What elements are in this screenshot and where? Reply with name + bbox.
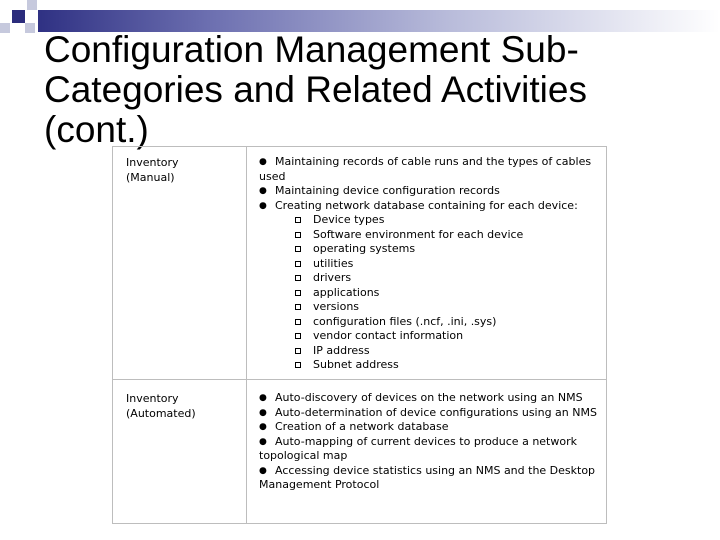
square-bullet-icon xyxy=(295,304,301,310)
square-bullet-icon xyxy=(295,261,301,267)
list-item: ● Accessing device statistics using an NMS and the Desktop xyxy=(259,463,596,477)
sub-list-item: versions xyxy=(259,300,604,315)
sub-list-item: applications xyxy=(259,286,604,301)
bullet-icon: ● xyxy=(259,407,267,418)
sub-list-item: vendor contact information xyxy=(259,329,604,344)
square-bullet-icon xyxy=(295,290,301,296)
list-item: ● Maintaining records of cable runs and the types of cables xyxy=(259,155,592,168)
square-bullet-icon xyxy=(295,333,301,339)
sub-list-item: drivers xyxy=(259,271,604,286)
row-activities-automated xyxy=(259,391,604,493)
row-divider xyxy=(113,379,606,380)
sub-list-item: utilities xyxy=(259,257,604,272)
list-item-continuation: Management Protocol xyxy=(259,478,380,491)
column-divider xyxy=(246,147,247,523)
sub-list-item: Subnet address xyxy=(259,358,604,373)
slide-title: Configuration Management Sub-Categories and Related Activities (cont.) xyxy=(44,29,587,150)
sub-list-item: IP address xyxy=(259,344,604,359)
list-item: ● Auto-mapping of current devices to produce a network xyxy=(259,434,577,448)
bullet-icon: ● xyxy=(259,186,267,196)
list-item: ● Auto-determination of device configurations using an NMS xyxy=(259,405,597,419)
square-bullet-icon xyxy=(295,217,301,223)
row-category-automated: Inventory (Automated) xyxy=(126,392,196,420)
bullet-icon: ● xyxy=(259,200,267,211)
bullet-icon: ● xyxy=(259,422,267,432)
corner-square-1 xyxy=(12,10,25,23)
bullet-icon: ● xyxy=(259,157,267,167)
bullet-icon: ● xyxy=(259,393,267,403)
square-bullet-icon xyxy=(295,362,301,368)
row-activities-manual xyxy=(259,155,604,373)
corner-square-2 xyxy=(27,0,37,10)
square-bullet-icon xyxy=(295,348,301,354)
list-item: ● Auto-discovery of devices on the network using an NMS xyxy=(259,391,583,404)
corner-square-3 xyxy=(0,23,10,33)
list-item: ● Creating network database containing for each device: xyxy=(259,198,578,212)
list-item: ● Creation of a network database xyxy=(259,420,449,433)
square-bullet-icon xyxy=(295,246,301,252)
sub-list-item: Device types xyxy=(259,213,604,228)
activities-table xyxy=(112,146,607,524)
corner-square-4 xyxy=(25,23,35,33)
sub-list-item: Software environment for each device xyxy=(259,228,604,243)
row-category-manual: Inventory (Manual) xyxy=(126,156,179,184)
sub-list-item: operating systems xyxy=(259,242,604,257)
square-bullet-icon xyxy=(295,319,301,325)
bullet-icon: ● xyxy=(259,465,267,476)
square-bullet-icon xyxy=(295,275,301,281)
list-item-continuation: topological map xyxy=(259,449,348,462)
list-item: ● Maintaining device configuration records xyxy=(259,184,500,197)
list-item-continuation: used xyxy=(259,169,286,183)
bullet-icon: ● xyxy=(259,436,267,447)
sub-list-item: configuration files (.ncf, .ini, .sys) xyxy=(259,315,604,330)
square-bullet-icon xyxy=(295,232,301,238)
